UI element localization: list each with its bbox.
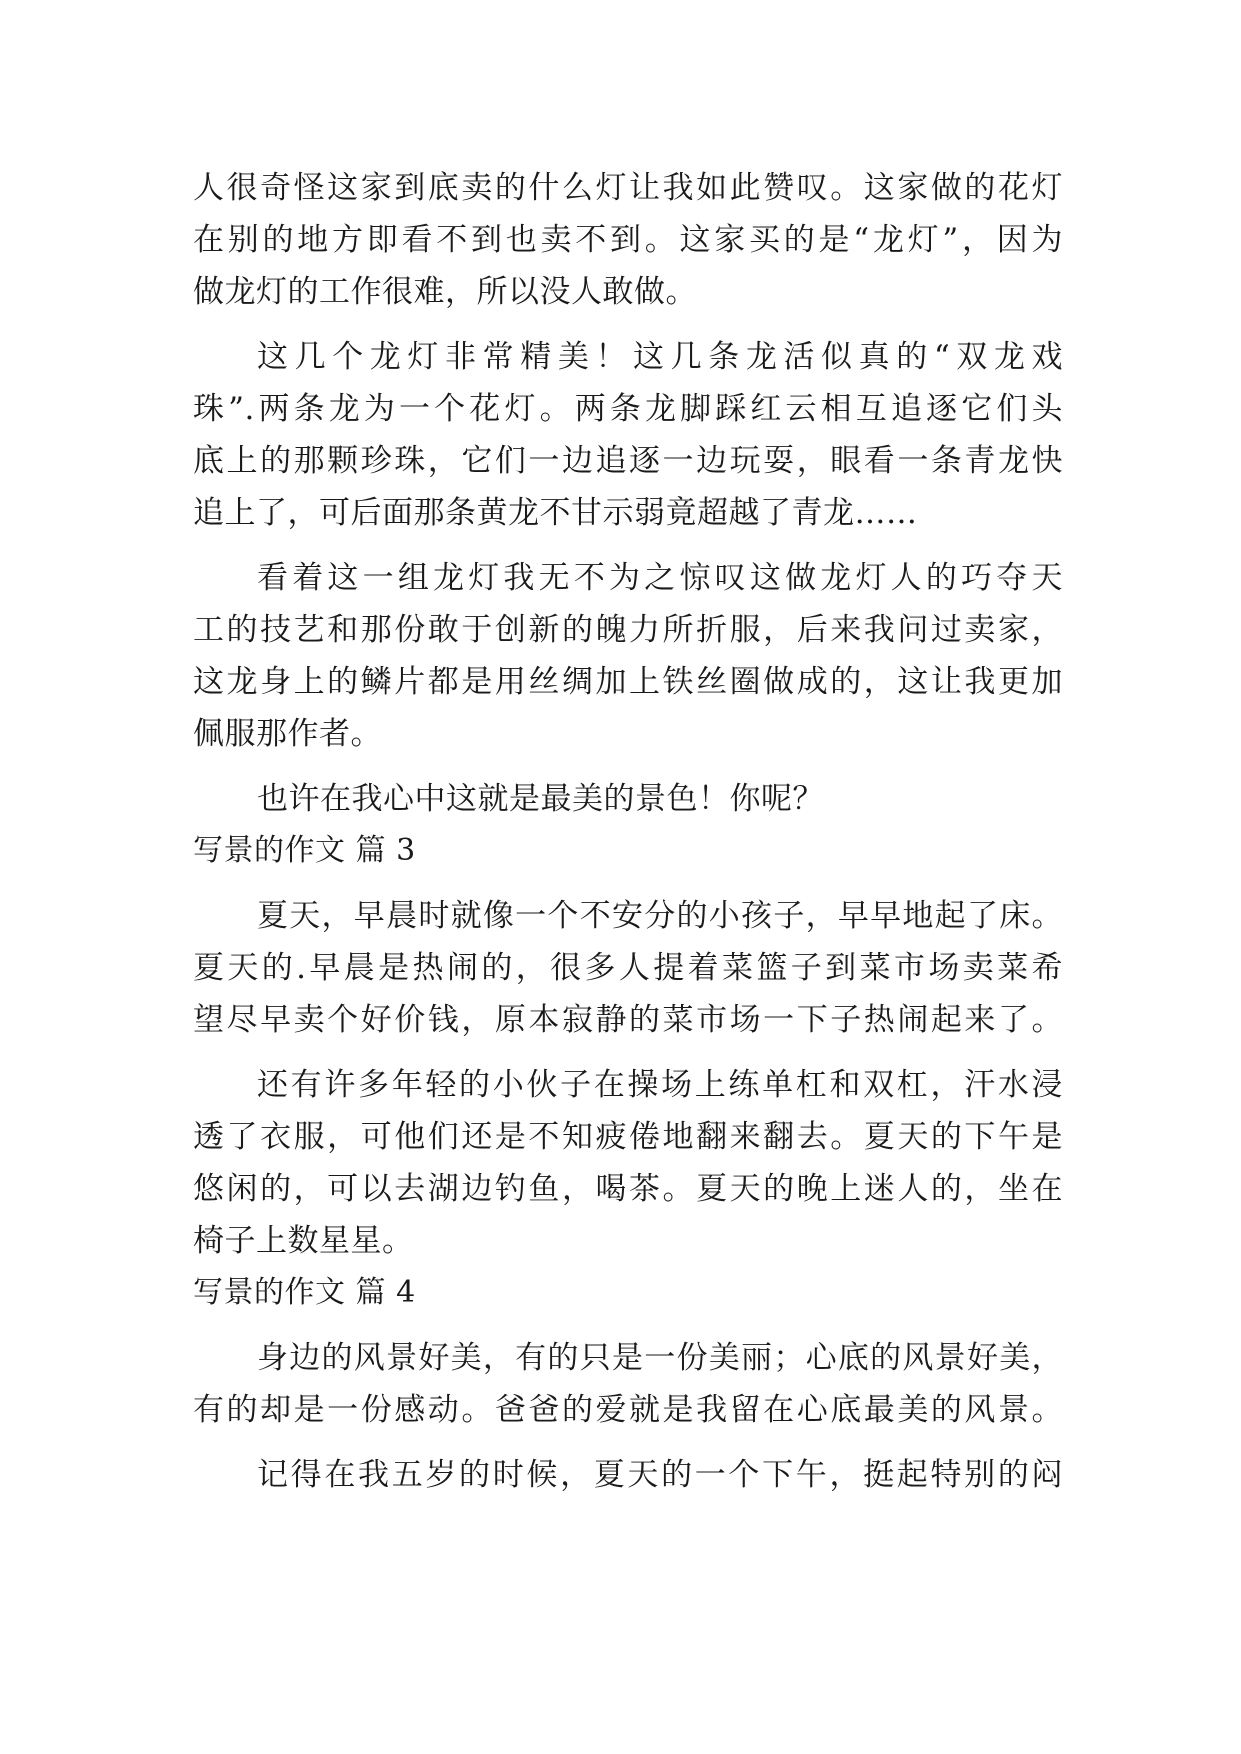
paragraph	[193, 162, 1063, 318]
text-line: 悠闲的，可以去湖边钓鱼，喝茶。夏天的晚上迷人的，坐在	[193, 1171, 1063, 1207]
paragraph	[193, 1449, 1063, 1501]
text-line: 底上的那颗珍珠，它们一边追逐一边玩耍，眼看一条青龙快	[193, 443, 1063, 479]
section-heading: 写景的作文 篇 4	[193, 1275, 416, 1310]
text-line: 椅子上数星星。	[193, 1223, 414, 1259]
text-line: 追上了，可后面那条黄龙不甘示弱竟超越了青龙……	[193, 495, 918, 531]
text-line: 透了衣服，可他们还是不知疲倦地翻来翻去。夏天的下午是	[193, 1119, 1063, 1155]
document-body	[193, 162, 1063, 1501]
text-line: 这几个龙灯非常精美！这几条龙活似真的“双龙戏	[257, 339, 1063, 375]
section-heading: 写景的作文 篇 3	[193, 833, 416, 868]
text-line: 佩服那作者。	[193, 716, 382, 752]
text-line: 看着这一组龙灯我无不为之惊叹这做龙灯人的巧夺天	[257, 560, 1063, 596]
text-line: 夏天，早晨时就像一个不安分的小孩子，早早地起了床。	[257, 898, 1063, 934]
text-line: 记得在我五岁的时候，夏天的一个下午，挺起特别的闷	[257, 1457, 1063, 1493]
text-line: 人很奇怪这家到底卖的什么灯让我如此赞叹。这家做的花灯	[193, 170, 1063, 206]
paragraph	[193, 890, 1063, 1046]
text-line: 还有许多年轻的小伙子在操场上练单杠和双杠，汗水浸	[257, 1067, 1063, 1103]
paragraph	[193, 1059, 1063, 1267]
text-line: 也许在我心中这就是最美的景色！你呢？	[257, 781, 824, 817]
text-line: 望尽早卖个好价钱，原本寂静的菜市场一下子热闹起来了。	[193, 1002, 1063, 1038]
paragraph	[193, 552, 1063, 760]
paragraph	[193, 773, 1063, 825]
text-line: 珠”.两条龙为一个花灯。两条龙脚踩红云相互追逐它们头	[193, 391, 1063, 427]
text-line: 身边的风景好美，有的只是一份美丽；心底的风景好美，	[257, 1340, 1063, 1376]
text-line: 做龙灯的工作很难，所以没人敢做。	[193, 274, 697, 310]
text-line: 这龙身上的鳞片都是用丝绸加上铁丝圈做成的，这让我更加	[193, 664, 1063, 700]
text-line: 夏天的.早晨是热闹的，很多人提着菜篮子到菜市场卖菜希	[193, 950, 1063, 986]
text-line: 工的技艺和那份敢于创新的魄力所折服，后来我问过卖家，	[193, 612, 1063, 648]
paragraph	[193, 1332, 1063, 1436]
text-line: 在别的地方即看不到也卖不到。这家买的是“龙灯”，因为	[193, 222, 1063, 258]
text-line: 有的却是一份感动。爸爸的爱就是我留在心底最美的风景。	[193, 1392, 1063, 1428]
paragraph	[193, 331, 1063, 539]
